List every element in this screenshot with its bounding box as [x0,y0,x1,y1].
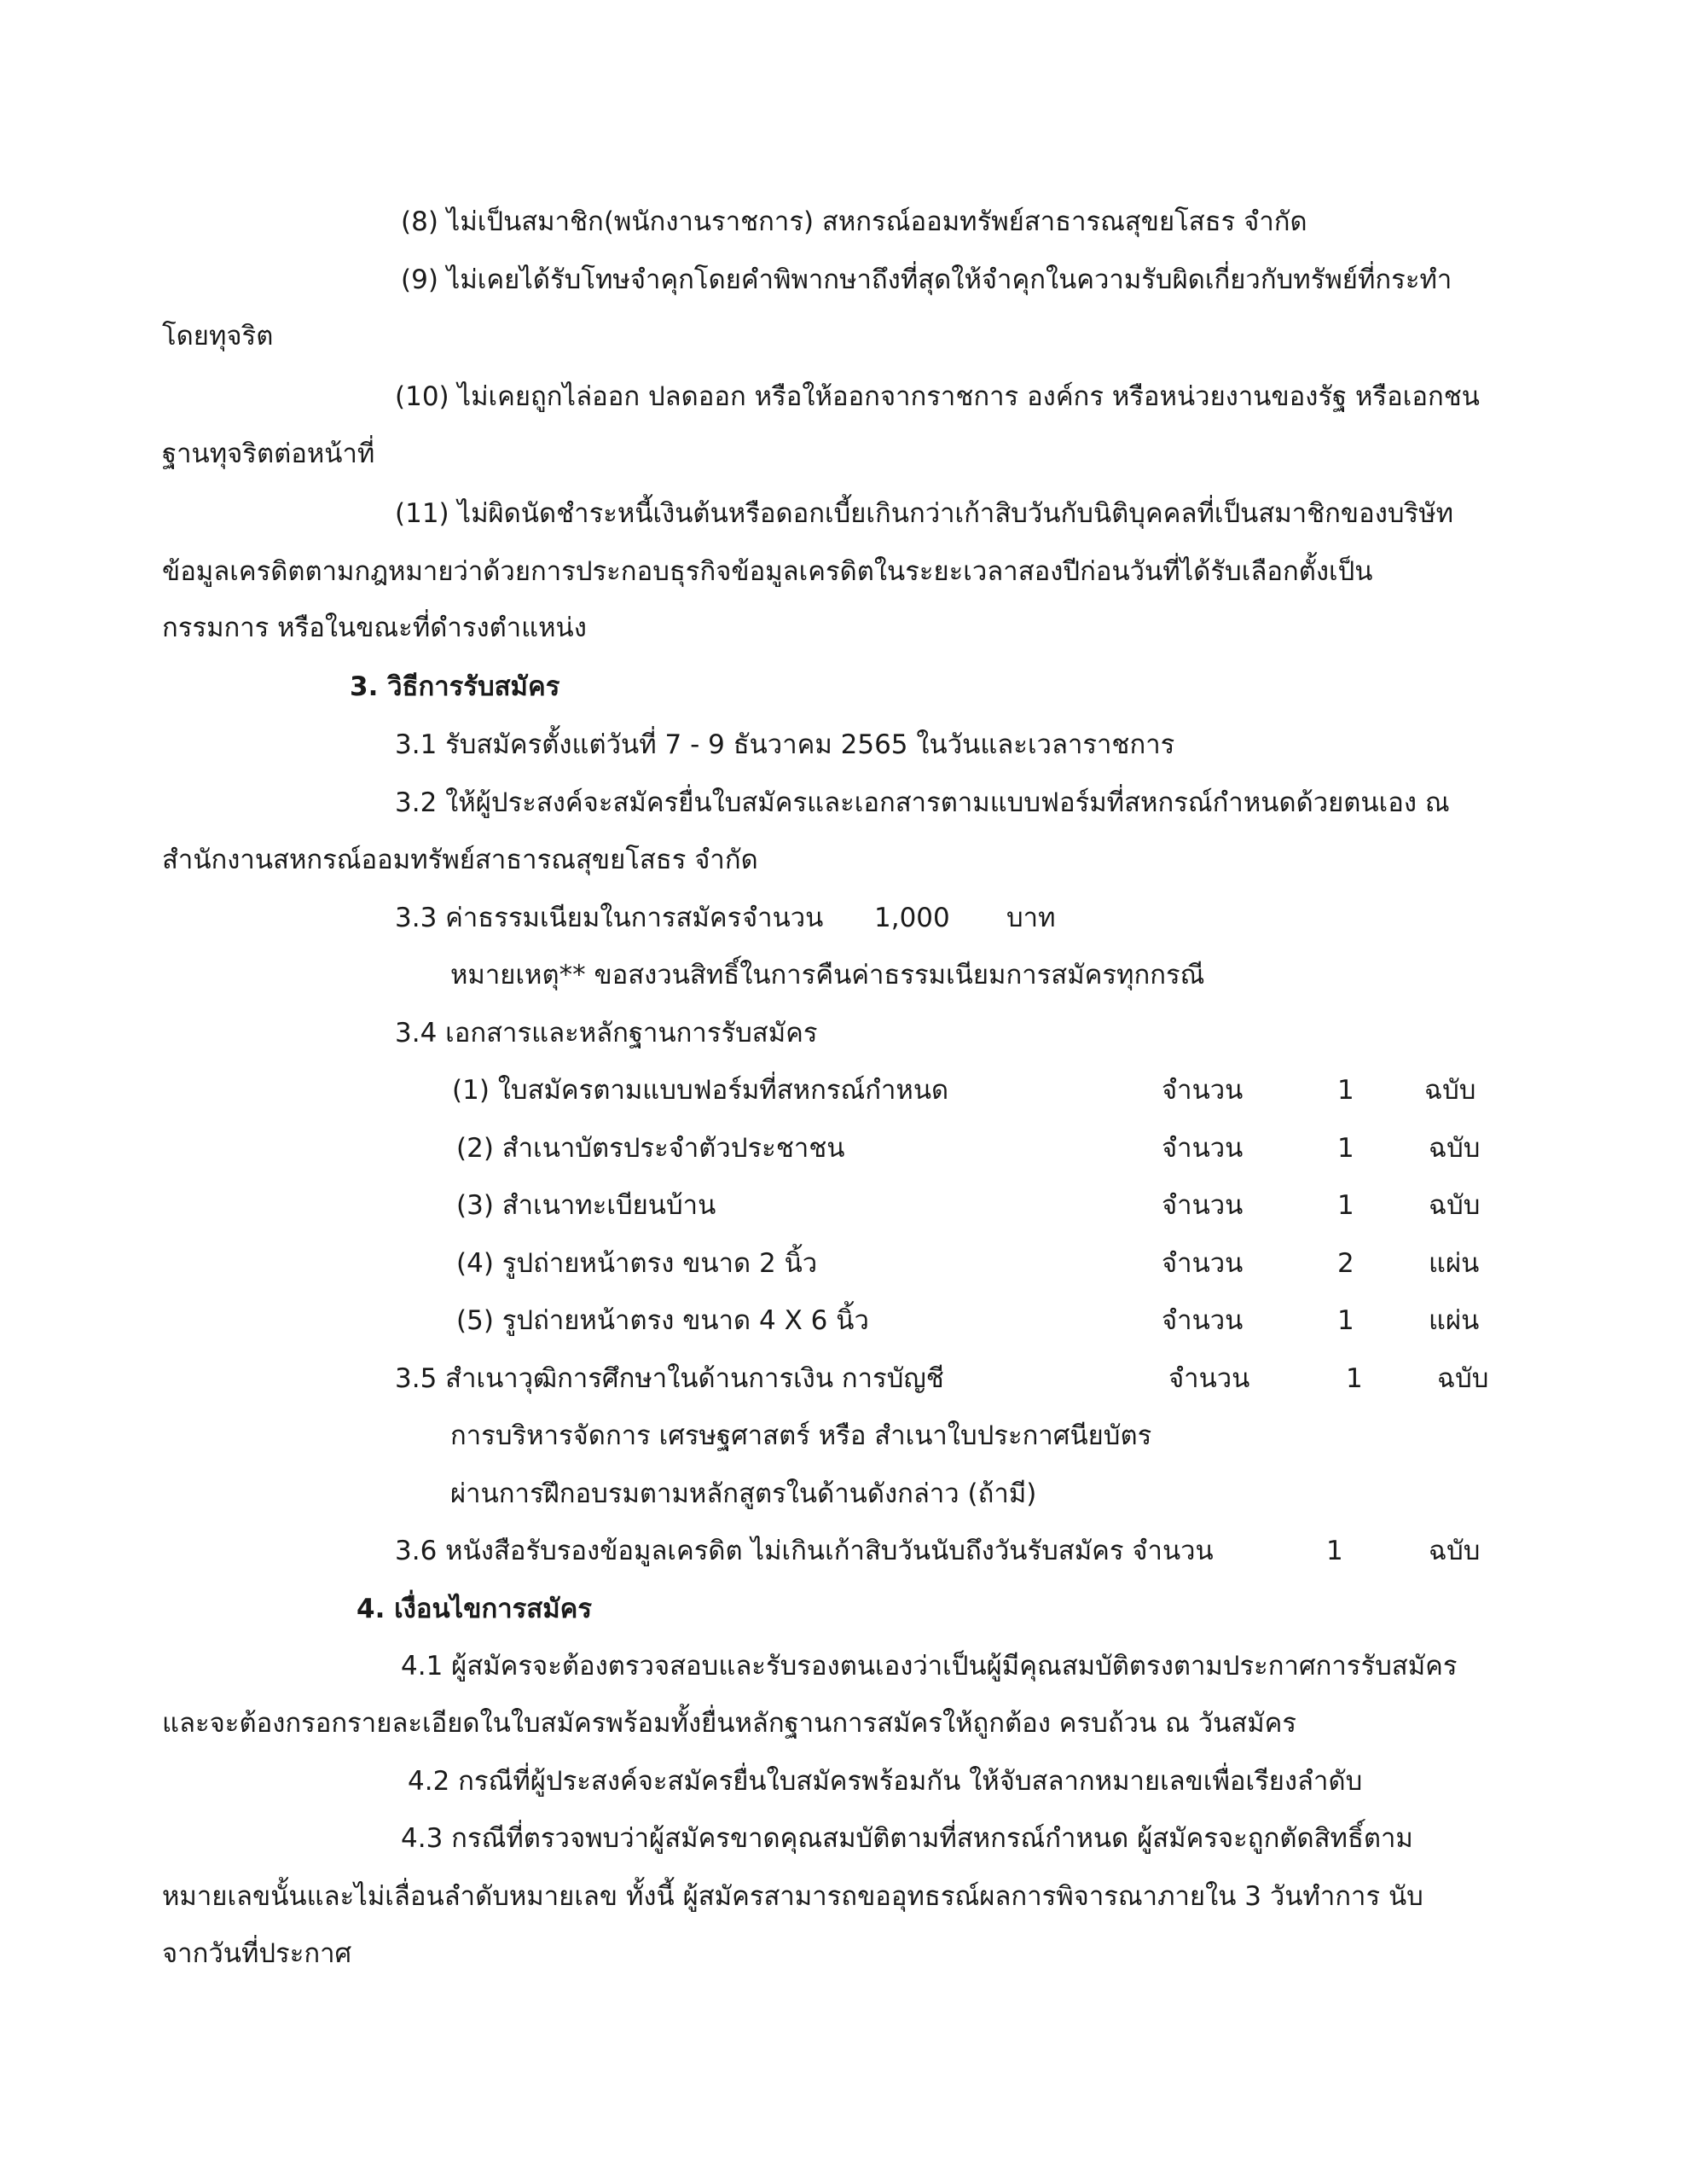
section-3-6-unit: ฉบับ [1429,1536,1481,1566]
doc-item-1-unit: ฉบับ [1424,1075,1476,1106]
doc-item-4-text: (4) รูปถ่ายหน้าตรง ขนาด 2 นิ้ว [456,1248,818,1279]
section-4-1-line2: และจะต้องกรอกรายละเอียดในใบสมัครพร้อมทั้งยื่นหลักฐานการสมัครให้ถูกต้อง ครบถ้วน ณ วันสมัคร [162,1708,1297,1739]
doc-item-5-unit: แผ่น [1429,1305,1480,1336]
section-3-5-qty-word: จำนวน [1168,1363,1250,1394]
section-3-2-line2: สำนักงานสหกรณ์ออมทรัพย์สาธารณสุขยโสธร จำกัด [162,845,758,875]
section-3-heading: 3. วิธีการรับสมัคร [350,671,560,702]
section-3-3-unit: บาท [1006,903,1056,933]
section-3-5-line1: 3.5 สำเนาวุฒิการศึกษาในด้านการเงิน การบัญชี [395,1363,944,1394]
section-3-3-label: 3.3 ค่าธรรมเนียมในการสมัคร [395,903,742,933]
section-3-5-unit: ฉบับ [1437,1363,1489,1394]
doc-item-1-qty-word: จำนวน [1162,1075,1244,1106]
doc-item-3-unit: ฉบับ [1429,1190,1481,1221]
doc-item-5-qty: 1 [1337,1305,1354,1336]
doc-item-2-qty-word: จำนวน [1162,1133,1244,1164]
doc-item-4-unit: แผ่น [1429,1248,1480,1279]
section-4-heading: 4. เงื่อนไขการสมัคร [357,1594,593,1624]
doc-item-4-qty-word: จำนวน [1162,1248,1244,1279]
section-3-3-qty-word: จำนวน [742,903,824,933]
section-3-5-line3: ผ่านการฝึกอบรมตามหลักสูตรในด้านดังกล่าว (ถ้ามี) [450,1478,1037,1509]
doc-item-2-text: (2) สำเนาบัตรประจำตัวประชาชน [456,1133,845,1164]
section-3-3-amount: 1,000 [874,903,950,933]
qualification-10-line1: (10) ไม่เคยถูกไล่ออก ปลดออก หรือให้ออกจากราชการ องค์กร หรือหน่วยงานของรัฐ หรือเอกชน [395,381,1480,412]
qualification-10-line2: ฐานทุจริตต่อหน้าที่ [162,439,375,469]
qualification-8: (8) ไม่เป็นสมาชิก(พนักงานราชการ) สหกรณ์ออมทรัพย์สาธารณสุขยโสธร จำกัด [401,206,1307,237]
section-4-2: 4.2 กรณีที่ผู้ประสงค์จะสมัครยื่นใบสมัครพร้อมกัน ให้จับสลากหมายเลขเพื่อเรียงลำดับ [408,1766,1363,1797]
section-3-5-line2: การบริหารจัดการ เศรษฐศาสตร์ หรือ สำเนาใบประกาศนียบัตร [450,1420,1152,1451]
doc-item-3-qty-word: จำนวน [1162,1190,1244,1221]
doc-item-1-text: (1) ใบสมัครตามแบบฟอร์มที่สหกรณ์กำหนด [452,1075,949,1106]
section-3-1: 3.1 รับสมัครตั้งแต่วันที่ 7 - 9 ธันวาคม 2565 ในวันและเวลาราชการ [395,729,1175,760]
doc-item-4-qty: 2 [1337,1248,1354,1279]
section-4-1-line1: 4.1 ผู้สมัครจะต้องตรวจสอบและรับรองตนเองว่าเป็นผู้มีคุณสมบัติตรงตามประกาศการรับสมัคร [401,1651,1458,1682]
doc-item-5-text: (5) รูปถ่ายหน้าตรง ขนาด 4 X 6 นิ้ว [456,1305,869,1336]
section-3-6-qty: 1 [1326,1536,1343,1566]
section-3-2-line1: 3.2 ให้ผู้ประสงค์จะสมัครยื่นใบสมัครและเอกสารตามแบบฟอร์มที่สหกรณ์กำหนดด้วยตนเอง ณ [395,787,1450,818]
qualification-11-line1: (11) ไม่ผิดนัดชำระหนี้เงินต้นหรือดอกเบี้ยเกินกว่าเก้าสิบวันกับนิติบุคคลที่เป็นสมาชิกของบริษัท [395,498,1454,529]
section-3-4-label: 3.4 เอกสารและหลักฐานการรับสมัคร [395,1018,818,1048]
doc-item-2-qty: 1 [1337,1133,1354,1164]
section-4-3-line2: หมายเลขนั้นและไม่เลื่อนลำดับหมายเลข ทั้งนี้ ผู้สมัครสามารถขออุทธรณ์ผลการพิจารณาภายใน 3 วันทำการ นับ [162,1881,1423,1912]
section-4-3-line1: 4.3 กรณีที่ตรวจพบว่าผู้สมัครขาดคุณสมบัติตามที่สหกรณ์กำหนด ผู้สมัครจะถูกตัดสิทธิ์ตาม [401,1823,1413,1854]
doc-item-2-unit: ฉบับ [1429,1133,1481,1164]
section-4-3-line3: จากวันที่ประกาศ [162,1938,352,1969]
section-3-5-qty: 1 [1346,1363,1363,1394]
section-3-3-note: หมายเหตุ** ขอสงวนสิทธิ์ในการคืนค่าธรรมเนียมการสมัครทุกกรณี [450,960,1205,990]
doc-item-1-qty: 1 [1337,1075,1354,1106]
qualification-11-line3: กรรมการ หรือในขณะที่ดำรงตำแหน่ง [162,613,587,643]
qualification-9-line1: (9) ไม่เคยได้รับโทษจำคุกโดยคำพิพากษาถึงที่สุดให้จำคุกในความรับผิดเกี่ยวกับทรัพย์ที่กระทำ [401,264,1452,295]
qualification-9-line2: โดยทุจริต [162,321,274,351]
doc-item-3-qty: 1 [1337,1190,1354,1221]
qualification-11-line2: ข้อมูลเครดิตตามกฎหมายว่าด้วยการประกอบธุรกิจข้อมูลเครดิตในระยะเวลาสองปีก่อนวันที่ได้รับเลือกตั้งเป็น [162,556,1373,587]
doc-item-3-text: (3) สำเนาทะเบียนบ้าน [456,1190,716,1221]
section-3-6-text: 3.6 หนังสือรับรองข้อมูลเครดิต ไม่เกินเก้าสิบวันนับถึงวันรับสมัคร จำนวน [395,1536,1214,1566]
doc-item-5-qty-word: จำนวน [1162,1305,1244,1336]
